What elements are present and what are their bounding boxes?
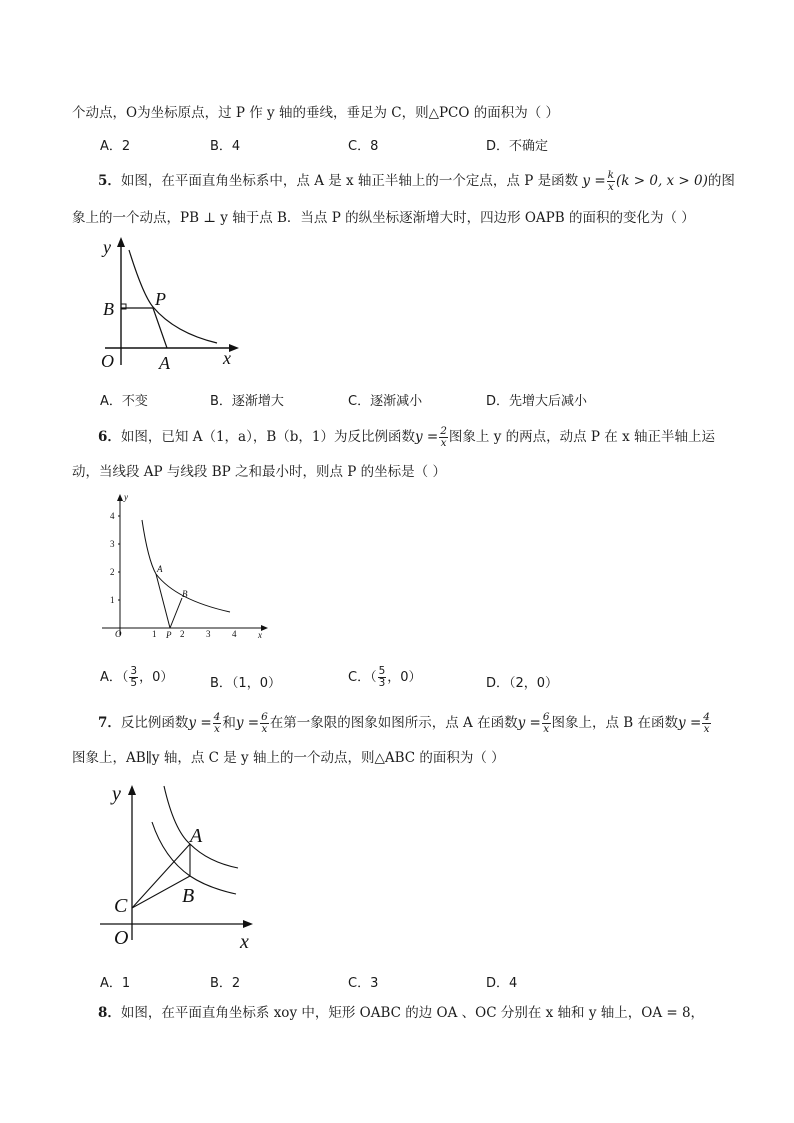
option-b: B．（1，0） — [210, 676, 281, 691]
question-7-line-2: 图象上，AB∥y 轴，点 C 是 y 轴上的一个动点，则△ABC 的面积为（ ） — [72, 750, 505, 766]
label-a: A — [159, 353, 170, 373]
option-a: A．不变 — [100, 394, 148, 409]
svg-text:4: 4 — [232, 629, 237, 639]
question-7-figure — [98, 780, 268, 953]
svg-text:A: A — [190, 825, 203, 847]
question-4-text: 个动点，O为坐标原点，过 P 作 y 轴的垂线，垂足为 C，则△PCO 的面积为（ ） — [72, 105, 560, 121]
fraction: $\frac{2}{x}$ — [440, 425, 447, 449]
svg-text:O: O — [114, 927, 129, 949]
option-a: A．1 — [100, 976, 131, 991]
svg-text:3: 3 — [110, 539, 115, 549]
label-x: x — [223, 348, 231, 368]
question-6-figure — [96, 490, 276, 645]
svg-text:x: x — [258, 630, 262, 640]
label-y: y — [103, 237, 111, 257]
label-b: B — [103, 299, 114, 319]
option-b: B．4 — [210, 139, 241, 154]
svg-text:y: y — [112, 783, 121, 805]
label-p: P — [155, 289, 166, 309]
svg-text:y: y — [124, 492, 128, 502]
svg-text:B: B — [182, 885, 195, 907]
svg-text:x: x — [240, 931, 249, 953]
svg-text:1: 1 — [152, 629, 157, 639]
option-d: D．先增大后减小 — [486, 394, 588, 409]
question-6-line-2: 动，当线段 AP 与线段 BP 之和最小时，则点 P 的坐标是（ ） — [72, 464, 446, 480]
svg-text:4: 4 — [110, 511, 115, 521]
hyperbola-curve — [129, 250, 217, 343]
option-c: C．逐渐减小 — [348, 394, 423, 409]
svg-text:C: C — [114, 895, 128, 917]
option-a: A．（ $\frac{3}{5}$ ，0） — [100, 665, 174, 689]
svg-text:1: 1 — [110, 595, 115, 605]
svg-text:B: B — [182, 589, 188, 599]
svg-text:P: P — [166, 630, 172, 640]
svg-text:2: 2 — [110, 567, 115, 577]
label-o: O — [101, 351, 114, 371]
svg-text:A: A — [157, 564, 163, 574]
question-5-line-2: 象上的一个动点，PB ⊥ y 轴于点 B．当点 P 的纵坐标逐渐增大时，四边形 OAPB 的面积的变化为（ ） — [72, 210, 695, 226]
svg-text:3: 3 — [206, 629, 211, 639]
segment-pb — [170, 598, 182, 628]
question-7-line-1: 7．反比例函数y = $\frac{4}{x}$ 和y = $\frac{6}{x}$ 在第一象限的图象如图所示，点 A 在函数y = $\frac{6}{x}$ 图象上，点 B 在函数y = $\frac{4}{x}$ — [98, 711, 710, 735]
y-arrow — [117, 237, 125, 247]
option-d: D．（2，0） — [486, 676, 559, 691]
option-a: A．2 — [100, 139, 131, 154]
question-5-line-1: 5．如图，在平面直角坐标系中，点 A 是 x 轴正半轴上的一个定点，点 P 是函数 y = $\frac{k}{x}$ (k > 0, x > 0)的图 — [98, 169, 735, 193]
option-c: C．（ $\frac{5}{3}$ ，0） — [348, 665, 422, 689]
option-c: C．8 — [348, 139, 379, 154]
svg-text:2: 2 — [180, 629, 185, 639]
question-5-figure — [95, 235, 255, 375]
svg-text:O: O — [115, 629, 122, 639]
fraction: $\frac{k}{x}$ — [607, 169, 615, 193]
question-6-line-1: 6．如图，已知 A（1，a），B（b，1）为反比例函数y = $\frac{2}{x}$ 图象上 y 的两点，动点 P 在 x 轴正半轴上运 — [98, 425, 715, 449]
option-c: C．3 — [348, 976, 379, 991]
question-8-line-1: 8．如图，在平面直角坐标系 xoy 中，矩形 OABC 的边 OA 、OC 分别在 x 轴和 y 轴上，OA = 8， — [98, 1005, 705, 1021]
option-b: B．2 — [210, 976, 241, 991]
option-d: D．4 — [486, 976, 518, 991]
option-b: B．逐渐增大 — [210, 394, 284, 409]
option-d: D．不确定 — [486, 139, 549, 154]
